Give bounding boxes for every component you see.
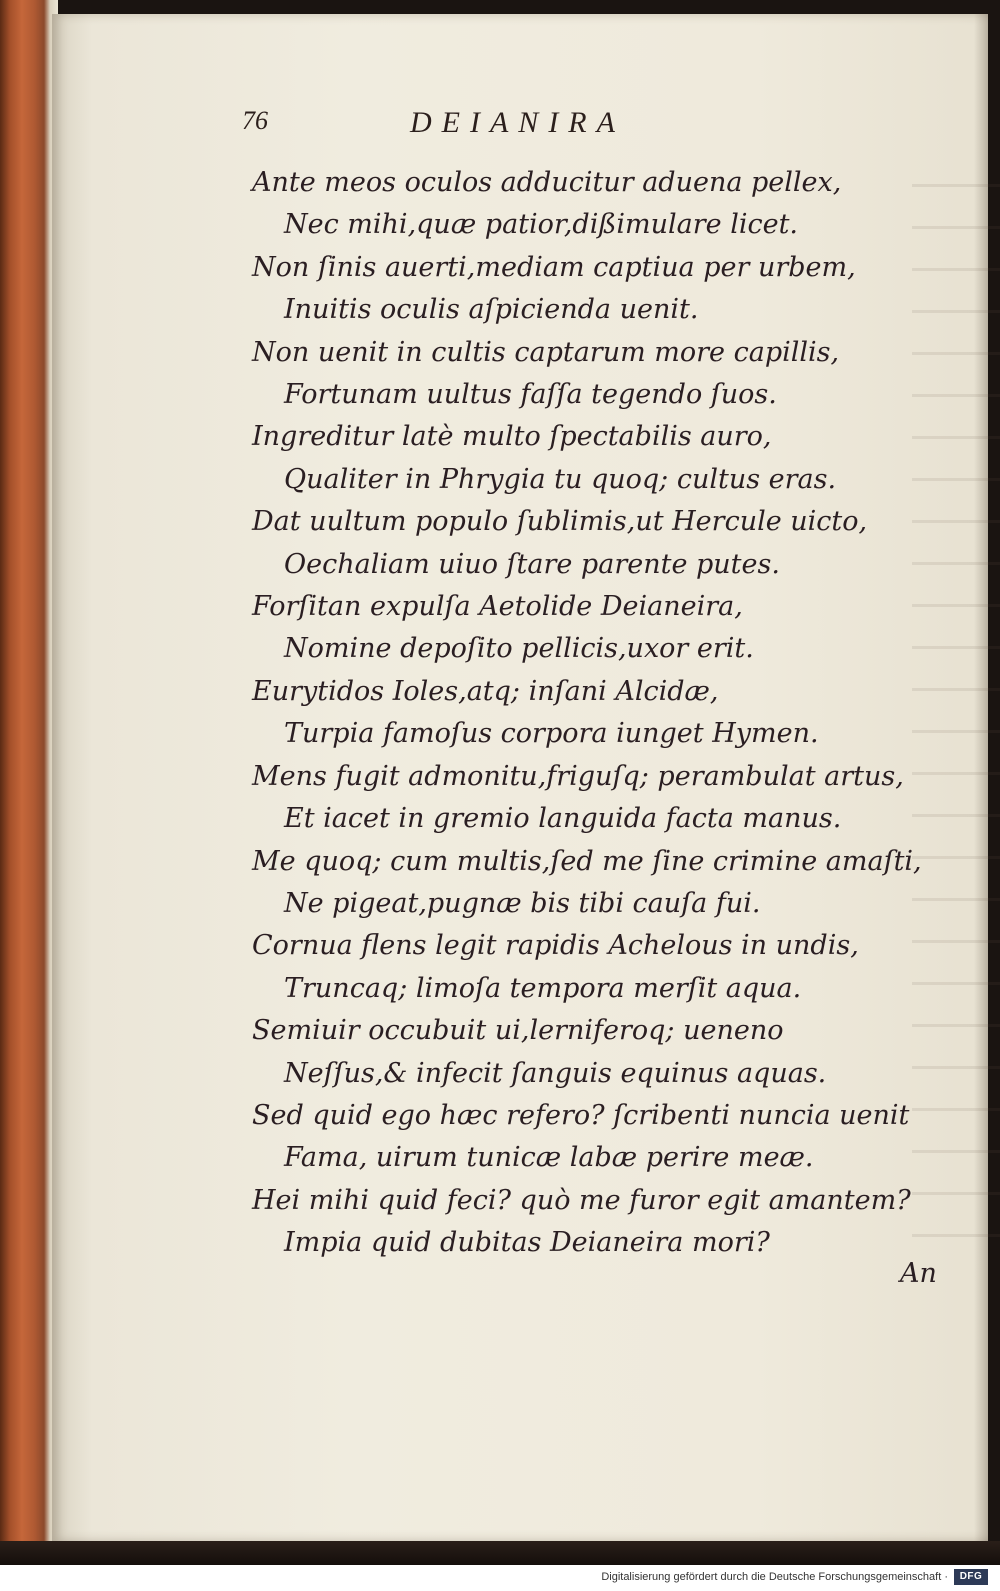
verse-line: Qualiter in Phrygia tu quoq; cultus eras. [284, 463, 837, 495]
verse-line: Me quoq; cum multis,ſed me ſine crimine amaſti, [252, 845, 922, 877]
running-title: DEIANIRA [410, 106, 625, 139]
verse-line: Nec mihi,quæ patior,dißimulare licet. [284, 209, 799, 241]
verse-line: Fortunam uultus faſſa tegendo ſuos. [284, 379, 777, 411]
verse-line: Et iacet in gremio languida facta manus. [284, 803, 842, 835]
verse-list [252, 162, 952, 1265]
verse-line: Non uenit in cultis captarum more capillis, [252, 336, 840, 368]
verse-line: Ingreditur latè multo ſpectabilis auro, [252, 421, 772, 453]
verse-line: Oechaliam uiuo ſtare parente putes. [284, 548, 780, 580]
verse-line: Forſitan expulſa Aetolide Deianeira, [252, 591, 743, 623]
book-bottom-edge [0, 1541, 1000, 1565]
catchword: An [900, 1258, 937, 1289]
verse-line: Sed quid ego hæc refero? ſcribenti nuncia uenit [252, 1099, 910, 1131]
page-header [52, 106, 988, 146]
verse-line: Mens fugit admonitu,friguſq; perambulat artus, [252, 760, 904, 792]
book-spine-edge [0, 0, 58, 1565]
page-number: 76 [242, 106, 268, 135]
verse-line: Semiuir occubuit ui,lerniferoq; ueneno [252, 1015, 784, 1047]
verse-line: Impia quid dubitas Deianeira mori? [284, 1227, 770, 1259]
verse-line: Ante meos oculos adducitur aduena pellex, [252, 167, 842, 198]
verse-line: Inuitis oculis aſpicienda uenit. [284, 294, 699, 326]
verse-line: Non ſinis auerti,mediam captiua per urbem, [252, 251, 856, 283]
verse-line: Cornua flens legit rapidis Achelous in undis, [252, 930, 859, 962]
verse-line: Hei mihi quid feci? quò me furor egit amantem? [252, 1184, 911, 1216]
digitization-footer [0, 1565, 1000, 1591]
verse-line: Ne pigeat,pugnæ bis tibi cauſa fui. [284, 887, 761, 919]
funding-credit: Digitalisierung gefördert durch die Deutsche Forschungsgemeinschaft · [601, 1571, 948, 1583]
book-page [52, 14, 988, 1541]
verse-line: Dat uultum populo ſublimis,ut Hercule uicto, [252, 506, 868, 538]
verse-line: Turpia famoſus corpora iunget Hymen. [284, 718, 819, 750]
verse-line: Fama, uirum tunicæ labæ perire meæ. [284, 1142, 814, 1174]
verse-line: Neſſus,& infecit ſanguis equinus aquas. [284, 1057, 827, 1089]
verse-line: Truncaq; limoſa tempora merſit aqua. [284, 972, 802, 1004]
verse-line: Nomine depoſito pellicis,uxor erit. [284, 633, 754, 665]
dfg-logo: DFG [954, 1569, 988, 1585]
verse-line: Eurytidos Ioles,atq; inſani Alcidæ, [252, 675, 719, 707]
